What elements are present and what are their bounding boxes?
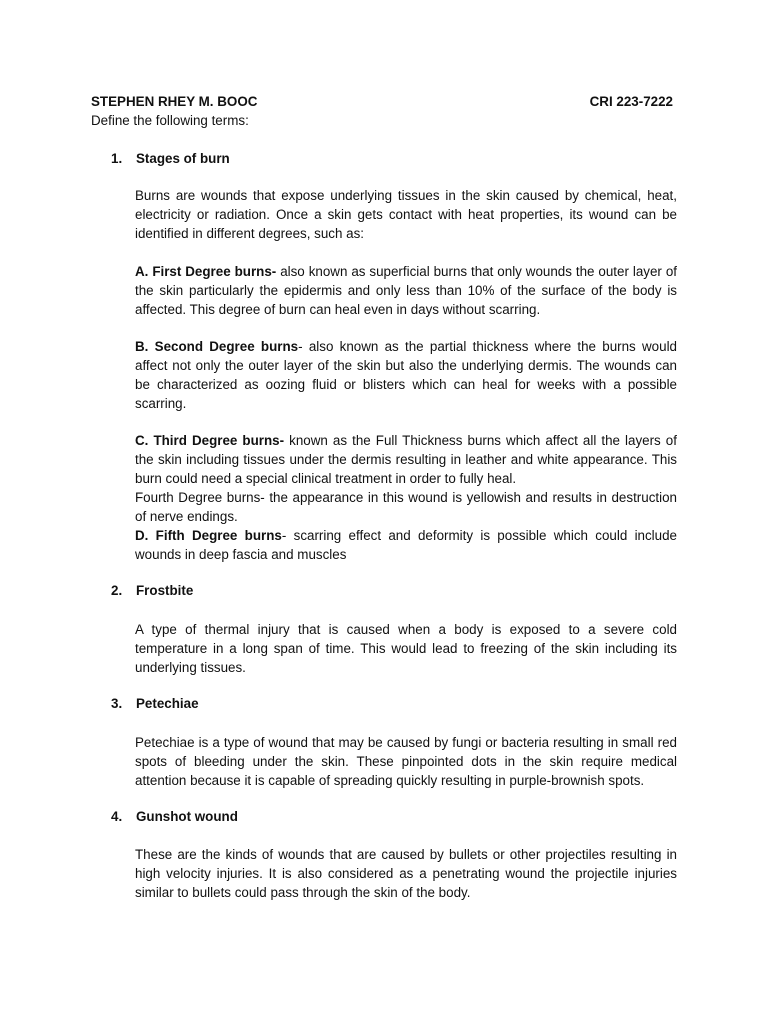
instruction-text: Define the following terms:	[91, 113, 249, 128]
document-header	[91, 92, 673, 111]
item-heading-stages-of-burn	[111, 149, 230, 168]
fifth-degree-label: D. Fifth Degree burns	[135, 528, 282, 543]
item-number: 1.	[111, 151, 123, 166]
item-title: Petechiae	[136, 696, 199, 711]
item-title: Stages of burn	[136, 151, 230, 166]
third-to-fifth-degree-block	[135, 431, 677, 564]
first-degree-text: also known as superficial burns that only wounds the outer layer of the skin particularly the epidermis and only less than 10% of the surface of the body is affected. This degree of burn can heal even in days without scarring.	[135, 264, 677, 317]
frostbite-paragraph: A type of thermal injury that is caused when a body is exposed to a severe cold temperature in a long span of time. This would lead to freezing of the skin including its underlying tissues.	[135, 622, 677, 675]
fourth-degree-paragraph: Fourth Degree burns- the appearance in this wound is yellowish and results in destruction of nerve endings.	[135, 490, 677, 524]
fifth-degree-text: - scarring effect and deformity is possible which could include wounds in deep fascia and muscles	[135, 528, 677, 562]
item-number: 3.	[111, 696, 123, 711]
student-name: STEPHEN RHEY M. BOOC	[91, 94, 258, 109]
item-number: 2.	[111, 583, 123, 598]
course-code: CRI 223-7222	[589, 94, 673, 109]
third-degree-label: C. Third Degree burns-	[135, 433, 285, 448]
third-degree-text: known as the Full Thickness burns which affect all the layers of the skin including tissues under the dermis resulting in leather and white appearance. This burn could need a special clinical treatment in order to fully heal.	[135, 433, 677, 486]
item-heading-gunshot-wound	[111, 807, 238, 826]
first-degree-paragraph	[135, 262, 677, 319]
item-number: 4.	[111, 809, 123, 824]
second-degree-text: - also known as the partial thickness where the burns would affect not only the outer layer of the skin but also the underlying dermis. The wounds can be characterized as oozing fluid or blisters which can heal for weeks with a possible scarring.	[135, 339, 677, 411]
third-degree-paragraph	[135, 431, 677, 488]
petechiae-paragraph: Petechiae is a type of wound that may be caused by fungi or bacteria resulting in small red spots of bleeding under the skin. These pinpointed dots in the skin require medical attention because it is capable of spreading quickly resulting in purple-brownish spots.	[135, 735, 677, 788]
first-degree-label: A. First Degree burns-	[135, 264, 277, 279]
gunshot-wound-paragraph: These are the kinds of wounds that are caused by bullets or other projectiles resulting in high velocity injuries. It is also considered as a penetrating wound the projectile injuries similar to bullets could pass through the skin of the body.	[135, 847, 677, 900]
item-heading-petechiae	[111, 694, 199, 713]
item-title: Frostbite	[136, 583, 194, 598]
second-degree-label: B. Second Degree burns	[135, 339, 299, 354]
item-title: Gunshot wound	[136, 809, 238, 824]
burns-intro-paragraph: Burns are wounds that expose underlying tissues in the skin caused by chemical, heat, electricity or radiation. Once a skin gets contact with heat properties, its wound can be identified in different degrees, such as:	[135, 188, 677, 241]
fifth-degree-paragraph	[135, 526, 677, 564]
item-heading-frostbite	[111, 581, 193, 600]
second-degree-paragraph	[135, 337, 677, 413]
